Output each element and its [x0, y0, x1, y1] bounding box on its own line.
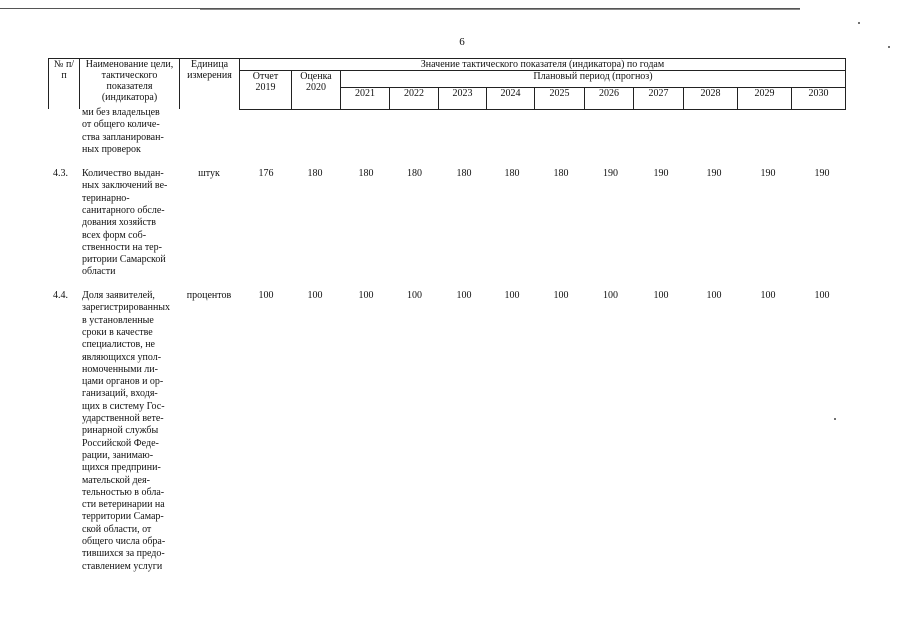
indicator-name-line: ственности на тер- — [82, 241, 162, 253]
indicator-name-line: сти ветеринарии на — [82, 499, 165, 511]
header-planned: Плановый период (прогноз) — [341, 71, 846, 88]
indicator-name-line: тельностью в обла- — [82, 486, 165, 498]
header-year: 2029 — [738, 87, 792, 109]
indicator-value: 180 — [407, 168, 422, 179]
indicator-name-line: щих в систему Гос- — [82, 400, 165, 412]
indicator-value: 190 — [706, 168, 722, 179]
indicator-value: 100 — [456, 290, 472, 301]
indicator-value: 180 — [504, 168, 520, 179]
indicator-value: 180 — [358, 168, 374, 179]
indicator-name-line: номоченными ли- — [82, 363, 158, 375]
header-estimate: Оценка 2020 — [292, 71, 341, 110]
indicator-name-line: мательской дея- — [82, 474, 150, 486]
indicator-value: 100 — [603, 290, 618, 301]
indicator-name-line: дования хозяйств — [82, 217, 156, 229]
indicator-value: 100 — [307, 290, 323, 301]
row-number: 4.4. — [53, 290, 68, 301]
unit-value: штук — [198, 168, 220, 179]
indicator-value: 100 — [258, 290, 274, 301]
indicator-value: 190 — [760, 168, 776, 179]
indicator-name-line: всех форм соб- — [82, 229, 147, 241]
header-year: 2026 — [585, 87, 634, 109]
header-name: Наименование цели, тактического показателя (индикатора) — [80, 59, 180, 110]
indicator-name-line: общего числа обра- — [82, 536, 166, 547]
indicator-value: 176 — [258, 168, 274, 179]
indicator-name-line: рации, занимаю- — [82, 449, 154, 461]
header-num: № п/п — [49, 59, 80, 110]
indicator-name-line: ской области, от — [82, 523, 152, 535]
row-number: 4.3. — [53, 168, 68, 179]
indicator-value: 100 — [407, 290, 422, 301]
indicator-name-line: области — [82, 266, 116, 278]
page-top-rule-secondary — [200, 9, 800, 10]
indicator-value: 100 — [553, 290, 569, 301]
indicator-table-header — [48, 58, 846, 110]
indicator-name-line: являющихся упол- — [82, 351, 162, 363]
scan-speck — [858, 22, 860, 24]
header-year: 2023 — [439, 87, 487, 109]
indicator-name-line: ринарной службы — [82, 425, 159, 437]
indicator-name-line: санитарного обсле- — [82, 204, 165, 216]
indicator-value: 190 — [814, 168, 830, 179]
indicator-name-line: Количество выдан- — [82, 168, 164, 179]
indicator-value: 190 — [603, 168, 618, 179]
header-values-title: Значение тактического показателя (индикатора) по годам — [240, 59, 846, 71]
header-report: Отчет 2019 — [240, 71, 292, 110]
unit-value: процентов — [186, 290, 232, 301]
indicator-name-line: ставлением услуги — [82, 560, 163, 572]
indicator-name-line: ритории Самарской — [82, 254, 166, 266]
header-year: 2030 — [792, 87, 846, 109]
indicator-name-line: Доля заявителей, — [82, 290, 155, 301]
indicator-value: 100 — [814, 290, 830, 301]
header-year: 2027 — [634, 87, 684, 109]
continuation-line: ных проверок — [82, 143, 141, 155]
scan-speck — [888, 46, 890, 48]
indicator-value: 100 — [760, 290, 776, 301]
continuation-line: ства запланирован- — [82, 131, 164, 143]
continuation-line: ми без владельцев — [82, 107, 160, 118]
indicator-value: 100 — [504, 290, 520, 301]
indicator-value: 180 — [307, 168, 323, 179]
indicator-name-line: зарегистрированных — [82, 302, 171, 314]
indicator-name-line: специалистов, не — [82, 339, 155, 351]
header-unit: Единица измерения — [180, 59, 240, 110]
continuation-line: от общего количе- — [82, 119, 160, 131]
indicator-value: 180 — [553, 168, 569, 179]
indicator-name-line: ударственной вете- — [82, 413, 164, 424]
scan-speck — [834, 418, 836, 420]
header-year: 2024 — [487, 87, 535, 109]
indicator-value: 100 — [358, 290, 374, 301]
indicator-value: 100 — [706, 290, 722, 301]
indicator-name-line: сроки в качестве — [82, 326, 153, 338]
header-year: 2022 — [390, 87, 439, 109]
indicator-name-line: ных заключений ве- — [82, 180, 168, 192]
indicator-value: 190 — [653, 168, 669, 179]
indicator-name-line: цами органов и ор- — [82, 376, 164, 388]
indicator-name-line: территории Самар- — [82, 511, 164, 523]
header-year: 2025 — [535, 87, 585, 109]
indicator-name-line: щихся предприни- — [82, 462, 161, 474]
indicator-name-line: Российской Феде- — [82, 437, 159, 449]
indicator-name-line: в установленные — [82, 314, 154, 326]
indicator-name-line: ганизаций, входя- — [82, 388, 158, 400]
page-number: 6 — [459, 36, 465, 48]
header-year: 2028 — [684, 87, 738, 109]
header-year: 2021 — [341, 87, 390, 109]
indicator-value: 100 — [653, 290, 669, 301]
indicator-name-line: тившихся за предо- — [82, 548, 165, 560]
indicator-name-line: теринарно- — [82, 192, 130, 204]
indicator-value: 180 — [456, 168, 472, 179]
